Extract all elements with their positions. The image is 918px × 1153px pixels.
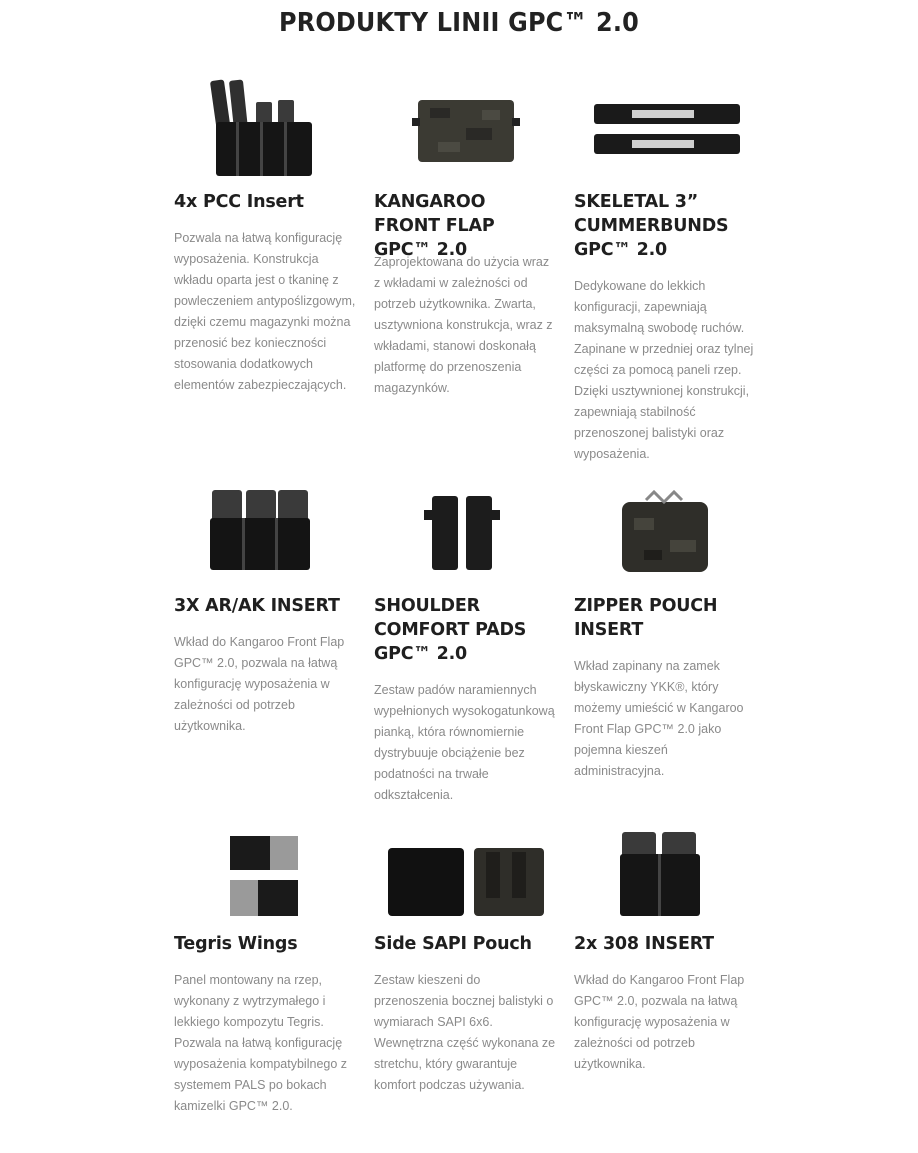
product-description: Wkład do Kangaroo Front Flap GPC™ 2.0, pozwala na łatwą konfigurację wyposażenia w zależności od potrzeb użytkownika. [574, 973, 745, 1071]
product-title: KANGAROO FRONT FLAP GPC™ 2.0 [374, 192, 495, 260]
product-description: Pozwala na łatwą konfigurację wyposażenia. Konstrukcja wkładu oparta jest o tkaninę z powleczeniem antypoślizgowym, dzięki czemu magazynki można przenosić bez konieczności stosowania dodatkowych elementów zabezpieczających. [174, 231, 356, 392]
product-title: 3X AR/AK INSERT [174, 596, 340, 616]
product-description: Wkład do Kangaroo Front Flap GPC™ 2.0, pozwala na łatwą konfigurację wyposażenia w zależności od potrzeb użytkownika. [174, 635, 345, 733]
kangaroo-front-flap-image [374, 72, 556, 192]
side-sapi-pouch-image [374, 828, 556, 948]
product-description: Panel montowany na rzep, wykonany z wytrzymałego i lekkiego kompozytu Tegris. Pozwala na łatwą konfigurację wyposażenia kompatybilnego z systemem PALS po bokach kamizelki GPC™ 2.0. [174, 973, 348, 1113]
product-description: Zestaw padów naramiennych wypełnionych wysokogatunkową pianką, która równomiernie dystrybuuje obciążenie bez podatności na trwałe odkształcenia. [374, 683, 555, 802]
product-description: Dedykowane do lekkich konfiguracji, zapewniają maksymalną swobodę ruchów. Zapinane w przedniej oraz tylnej części za pomocą paneli rzep. Dzięki usztywnionej konstrukcji, zapewniają stabilność przenoszonej balistyki oraz wyposażenia. [574, 279, 754, 461]
product-title: ZIPPER POUCH INSERT [574, 596, 718, 640]
product-title: 2x 308 INSERT [574, 934, 714, 954]
product-title: SHOULDER COMFORT PADS GPC™ 2.0 [374, 596, 527, 664]
skeletal-cummerbunds-image [574, 72, 756, 192]
product-title: Tegris Wings [174, 934, 298, 954]
shoulder-pads-image [374, 488, 556, 608]
product-description: Zestaw kieszeni do przenoszenia bocznej balistyki o wymiarach SAPI 6x6. Wewnętrzna część wykonana ze stretchu, który gwarantuje komfort podczas używania. [374, 973, 556, 1092]
product-title: SKELETAL 3” CUMMERBUNDS GPC™ 2.0 [574, 192, 729, 260]
308-insert-image [574, 828, 756, 948]
page-title: PRODUKTY LINII GPC™ 2.0 [279, 8, 639, 38]
product-description: Wkład zapinany na zamek błyskawiczny YKK®, który możemy umieścić w Kangaroo Front Flap GPC™ 2.0 jako pojemna kieszeń administracyjna. [574, 659, 744, 778]
zipper-pouch-image [574, 488, 756, 608]
ar-ak-insert-image [174, 488, 356, 608]
product-title: 4x PCC Insert [174, 192, 304, 212]
product-title: Side SAPI Pouch [374, 934, 532, 954]
product-description: Zaprojektowana do użycia wraz z wkładami w zależności od potrzeb użytkownika. Zwarta, usztywniona konstrukcja, wraz z wkładami, stanowi doskonałą platformę do przenoszenia magazynków. [374, 255, 553, 395]
pcc-insert-image [174, 72, 356, 192]
tegris-wings-image [174, 828, 356, 948]
